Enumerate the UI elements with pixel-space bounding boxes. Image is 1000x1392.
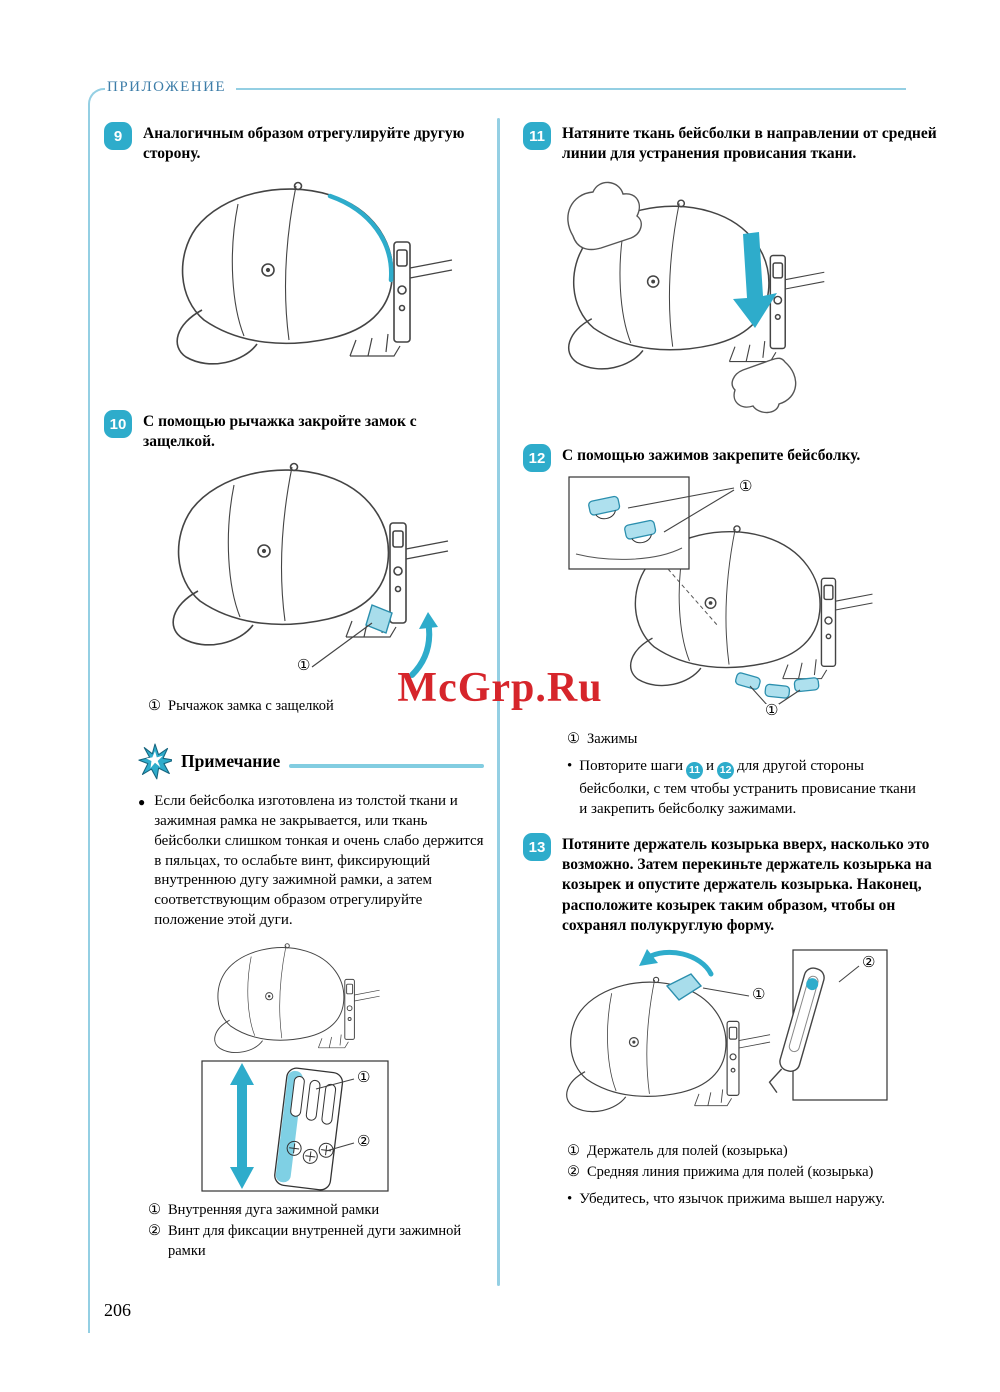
note-spark-icon [138, 742, 172, 780]
caption-step12-1-text: Зажимы [587, 731, 638, 748]
note-title: Примечание [181, 750, 281, 771]
caption-note-2 [148, 1222, 488, 1261]
caption-step10-1-marker: ① [148, 697, 161, 714]
figure-step9-cap [154, 170, 460, 380]
step-13 [523, 833, 947, 936]
caption-note-1 [148, 1201, 488, 1221]
caption-step13-2-text: Средняя линия прижима для полей (козырька) [587, 1164, 874, 1181]
figure-step12-marker-1a: ① [739, 479, 753, 496]
step-10 [104, 410, 488, 452]
note-bullet-glyph: ● [138, 795, 146, 810]
step-12 [523, 444, 947, 472]
figure-step10-marker-1: ① [297, 657, 311, 674]
note-block [138, 742, 484, 931]
figure-step10-latch-lever [150, 457, 460, 687]
figure-step13-marker-1: ① [752, 986, 766, 1003]
step-9-badge: 9 [104, 122, 132, 150]
figure-step11-pull-fabric [549, 170, 835, 418]
step-10-badge: 10 [104, 410, 132, 438]
step-13-text: Потяните держатель козырька вверх, насколько это возможно. Затем перекиньте держатель козырька на козырек и опустите держатель козырька. Наконец, расположите козырек таким образом, чтобы он сохранял полукруглую форму. [562, 836, 932, 934]
figure-note-inner-arc [196, 943, 396, 1195]
step-13-badge: 13 [523, 833, 551, 861]
step-11-text: Натяните ткань бейсболки в направлении от средней линии для устранения провисания ткани. [562, 125, 937, 163]
figure-step12-marker-1b: ① [765, 703, 779, 720]
page-number: 206 [104, 1300, 131, 1320]
watermark-text: McGrp.Ru [397, 665, 603, 711]
note-header [138, 742, 484, 780]
caption-step13-1-text: Держатель для полей (козырька) [587, 1142, 788, 1159]
bullet-after-step13-text: Убедитесь, что язычок прижима вышел наружу. [579, 1190, 885, 1207]
step-12-badge: 12 [523, 444, 551, 472]
figure-step13-visor-holder [555, 948, 891, 1134]
figure-step13-marker-2: ② [862, 954, 876, 971]
step-9-text: Аналогичным образом отрегулируйте другую сторону. [143, 125, 465, 163]
bullet-glyph: • [567, 757, 573, 774]
caption-note-2-marker: ② [148, 1223, 161, 1240]
step-11 [523, 122, 947, 164]
step-12-text: С помощью зажимов закрепите бейсболку. [562, 447, 861, 465]
caption-step13-1 [567, 1142, 947, 1162]
inline-step-11-badge: 11 [686, 762, 703, 779]
caption-note-1-marker: ① [148, 1201, 161, 1218]
note-body [138, 792, 484, 931]
page-header: ПРИЛОЖЕНИЕ [105, 79, 236, 96]
figure-step12-clips [568, 476, 898, 724]
note-title-rule [289, 764, 484, 768]
caption-step13-2 [567, 1163, 947, 1183]
figure-note-marker-1: ① [357, 1069, 371, 1086]
step-9 [104, 122, 488, 164]
caption-step12-1-marker: ① [567, 731, 580, 748]
caption-note-1-text: Внутренняя дуга зажимной рамки [168, 1201, 380, 1218]
bullet-after-step13 [567, 1189, 907, 1209]
caption-step13-1-marker: ① [567, 1142, 580, 1159]
step-11-badge: 11 [523, 122, 551, 150]
caption-step10-1-text: Рычажок замка с защелкой [168, 697, 334, 714]
caption-step12-1 [567, 730, 947, 750]
bullet-glyph: • [567, 1190, 573, 1207]
bullet-after-step12-text: Повторите шаги 11 и 12 для другой стороны бейсболки, с тем чтобы устранить провисание ткани и закрепить бейсболку зажимами. [579, 757, 916, 817]
inline-step-12-badge: 12 [717, 762, 734, 779]
figure-note-marker-2: ② [357, 1133, 371, 1150]
caption-step13-2-marker: ② [567, 1164, 580, 1181]
bullet-after-step12 [567, 756, 919, 819]
step-10-text: С помощью рычажка закройте замок с защелкой. [143, 413, 417, 451]
note-body-text: Если бейсболка изготовлена из толстой ткани и зажимная рамка не закрывается, или ткань бейсболки слишком тонкая и очень слабо держится в пяльцах, то ослабьте винт, фиксирующий внутреннюю дугу зажимной рамки, а затем соответствующим образом отрегулируйте положение этой дуги. [154, 793, 484, 928]
caption-note-2-text: Винт для фиксации внутренней дуги зажимной рамки [168, 1223, 462, 1259]
